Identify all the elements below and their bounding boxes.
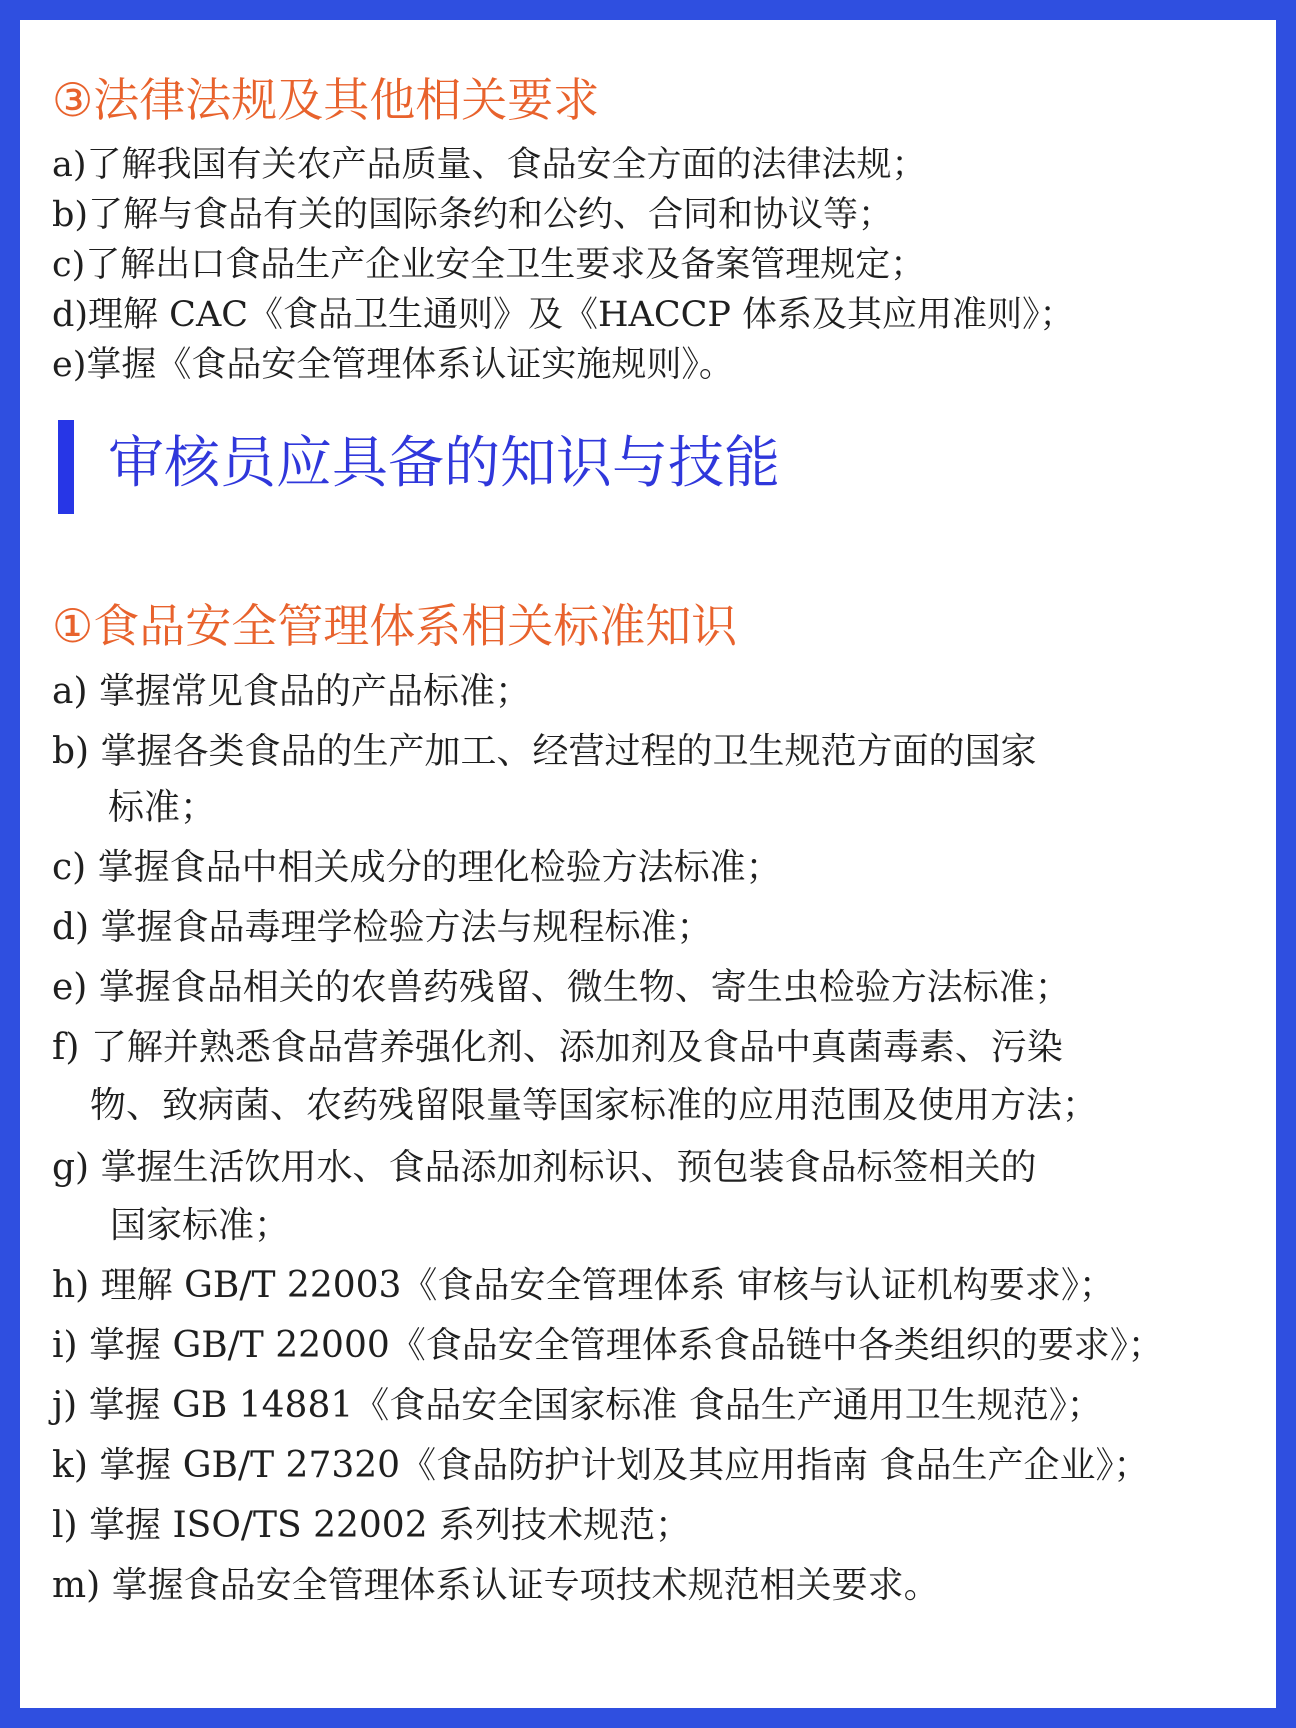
section1-item-i: i) 掌握 GB/T 22000《食品安全管理体系食品链中各类组织的要求》； <box>52 1325 1164 1366</box>
section3-item-b: b)了解与食品有关的国际条约和公约、合同和协议等； <box>52 195 894 235</box>
section3-item-d: d)理解 CAC《食品卫生通则》及《HACCP 体系及其应用准则》； <box>52 295 1075 335</box>
section1-title: ①食品安全管理体系相关标准知识 <box>52 599 738 653</box>
section1-item-b: b) 掌握各类食品的生产加工、经营过程的卫生规范方面的国家 <box>52 731 1037 772</box>
section1-item-b-cont: 标准； <box>108 787 217 828</box>
section3-item-e: e)掌握《食品安全管理体系认证实施规则》。 <box>52 345 734 385</box>
section1-item-f-cont: 物、致病菌、农药残留限量等国家标准的应用范围及使用方法； <box>90 1085 1099 1126</box>
section1-item-g-cont: 国家标准； <box>110 1205 291 1246</box>
section1-item-j: j) 掌握 GB 14881《食品安全国家标准 食品生产通用卫生规范》； <box>52 1385 1103 1426</box>
section-heading: 审核员应具备的知识与技能 <box>108 431 780 496</box>
section1-item-a: a) 掌握常见食品的产品标准； <box>52 671 531 712</box>
content-card <box>20 20 1276 1708</box>
section1-item-m: m) 掌握食品安全管理体系认证专项技术规范相关要求。 <box>52 1565 940 1606</box>
heading-accent-bar <box>58 420 74 514</box>
section3-title: ③法律法规及其他相关要求 <box>52 73 600 127</box>
section1-item-d: d) 掌握食品毒理学检验方法与规程标准； <box>52 907 713 948</box>
section1-item-k: k) 掌握 GB/T 27320《食品防护计划及其应用指南 食品生产企业》； <box>52 1445 1150 1486</box>
section1-item-e: e) 掌握食品相关的农兽药残留、微生物、寄生虫检验方法标准； <box>52 967 1071 1008</box>
section1-item-c: c) 掌握食品中相关成分的理化检验方法标准； <box>52 847 782 888</box>
section1-item-l: l) 掌握 ISO/TS 22002 系列技术规范； <box>52 1505 692 1546</box>
section3-item-a: a)了解我国有关农产品质量、食品安全方面的法律法规； <box>52 145 927 185</box>
section3-item-c: c)了解出口食品生产企业安全卫生要求及备案管理规定； <box>52 245 926 285</box>
section1-item-h: h) 理解 GB/T 22003《食品安全管理体系 审核与认证机构要求》； <box>52 1265 1115 1306</box>
section1-item-g: g) 掌握生活饮用水、食品添加剂标识、预包装食品标签相关的 <box>52 1147 1037 1188</box>
section1-item-f: f) 了解并熟悉食品营养强化剂、添加剂及食品中真菌毒素、污染 <box>52 1027 1063 1068</box>
